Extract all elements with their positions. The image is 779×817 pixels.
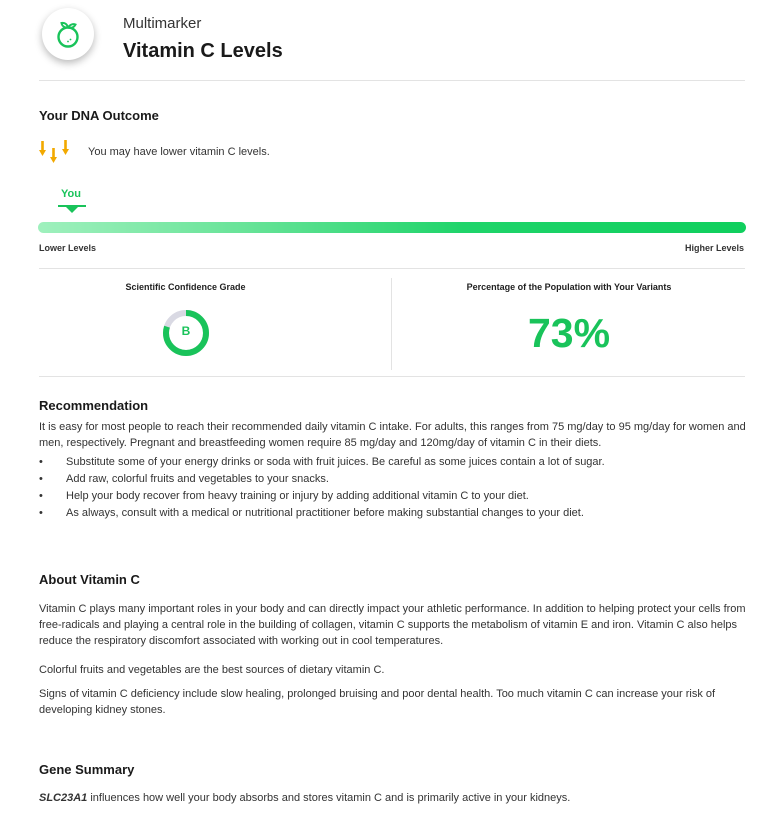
list-item <box>39 488 747 505</box>
population-panel <box>392 280 746 370</box>
about-heading: About Vitamin C <box>39 572 140 587</box>
confidence-grade-panel <box>39 280 332 370</box>
recommendation-heading: Recommendation <box>39 398 149 413</box>
confidence-grade-ring <box>161 308 211 358</box>
list-item-text: Add raw, colorful fruits and vegetables to your snacks. <box>66 473 329 485</box>
about-paragraph: Signs of vitamin C deficiency include slow healing, prolonged bruising and poor dental health. Too much vitamin C can increase your risk of developing kidney stones. <box>39 688 716 716</box>
lower-levels-label: Lower Levels <box>39 243 97 253</box>
header-subtitle: Multimarker <box>123 15 202 32</box>
divider <box>39 376 745 377</box>
bullet-icon: • <box>39 473 43 485</box>
list-item <box>39 454 747 471</box>
divider <box>39 268 745 269</box>
dna-outcome-row <box>39 139 639 169</box>
lemon-icon <box>42 8 94 60</box>
confidence-grade-label: Scientific Confidence Grade <box>125 282 246 292</box>
down-arrows-icon <box>39 139 75 169</box>
population-label: Percentage of the Population with Your Variants <box>466 282 672 292</box>
you-marker-label: You <box>61 188 81 200</box>
list-item-text: Substitute some of your energy drinks or soda with fruit juices. Be careful as some juices contain a lot of sugar. <box>66 456 605 468</box>
bullet-icon: • <box>39 456 43 468</box>
dna-outcome-heading: Your DNA Outcome <box>39 108 159 123</box>
list-item-text: As always, consult with a medical or nutritional practitioner before making substantial changes to your diet. <box>66 507 584 519</box>
report-header <box>0 0 779 80</box>
recommendation-list <box>39 454 747 522</box>
page-title: Vitamin C Levels <box>123 40 283 62</box>
dna-outcome-text: You may have lower vitamin C levels. <box>88 146 270 158</box>
bullet-icon: • <box>39 490 43 502</box>
list-item-text: Help your body recover from heavy training or injury by adding additional vitamin C to your diet. <box>66 490 529 502</box>
higher-levels-label: Higher Levels <box>684 243 744 253</box>
about-paragraph: Vitamin C plays many important roles in your body and can directly impact your athletic performance. In addition to helping protect your cells from free-radicals and playing a central role in the building of collagen, vitamin C supports the metabolism of vitamin E and iron. Vitamin C also helps reduce the respiratory discomfort associated with working out in cool temperatures. <box>39 603 746 647</box>
confidence-grade-value: B <box>181 324 191 338</box>
you-marker <box>58 188 88 218</box>
divider <box>39 80 745 81</box>
gene-description: influences how well your body absorbs and stores vitamin C and is primarily active in your kidneys. <box>87 792 571 804</box>
gene-summary-heading: Gene Summary <box>39 762 135 777</box>
list-item <box>39 471 747 488</box>
gene-summary-text <box>39 790 747 806</box>
gene-name: SLC23A1 <box>39 792 88 804</box>
you-marker-pointer-icon <box>66 207 78 213</box>
recommendation-intro: It is easy for most people to reach their recommended daily vitamin C intake. For adults, this ranges from 75 mg/day to 95 mg/day for women and men, respectively. Pregnant and breastfeeding women require 85 mg/day and 120mg/day of vitamin C in their diets. <box>39 421 746 449</box>
bullet-icon: • <box>39 507 43 519</box>
about-paragraph: Colorful fruits and vegetables are the best sources of dietary vitamin C. <box>39 664 385 676</box>
population-percentage: 73% <box>527 310 611 356</box>
list-item <box>39 505 747 522</box>
vitamin-level-bar <box>38 222 746 233</box>
